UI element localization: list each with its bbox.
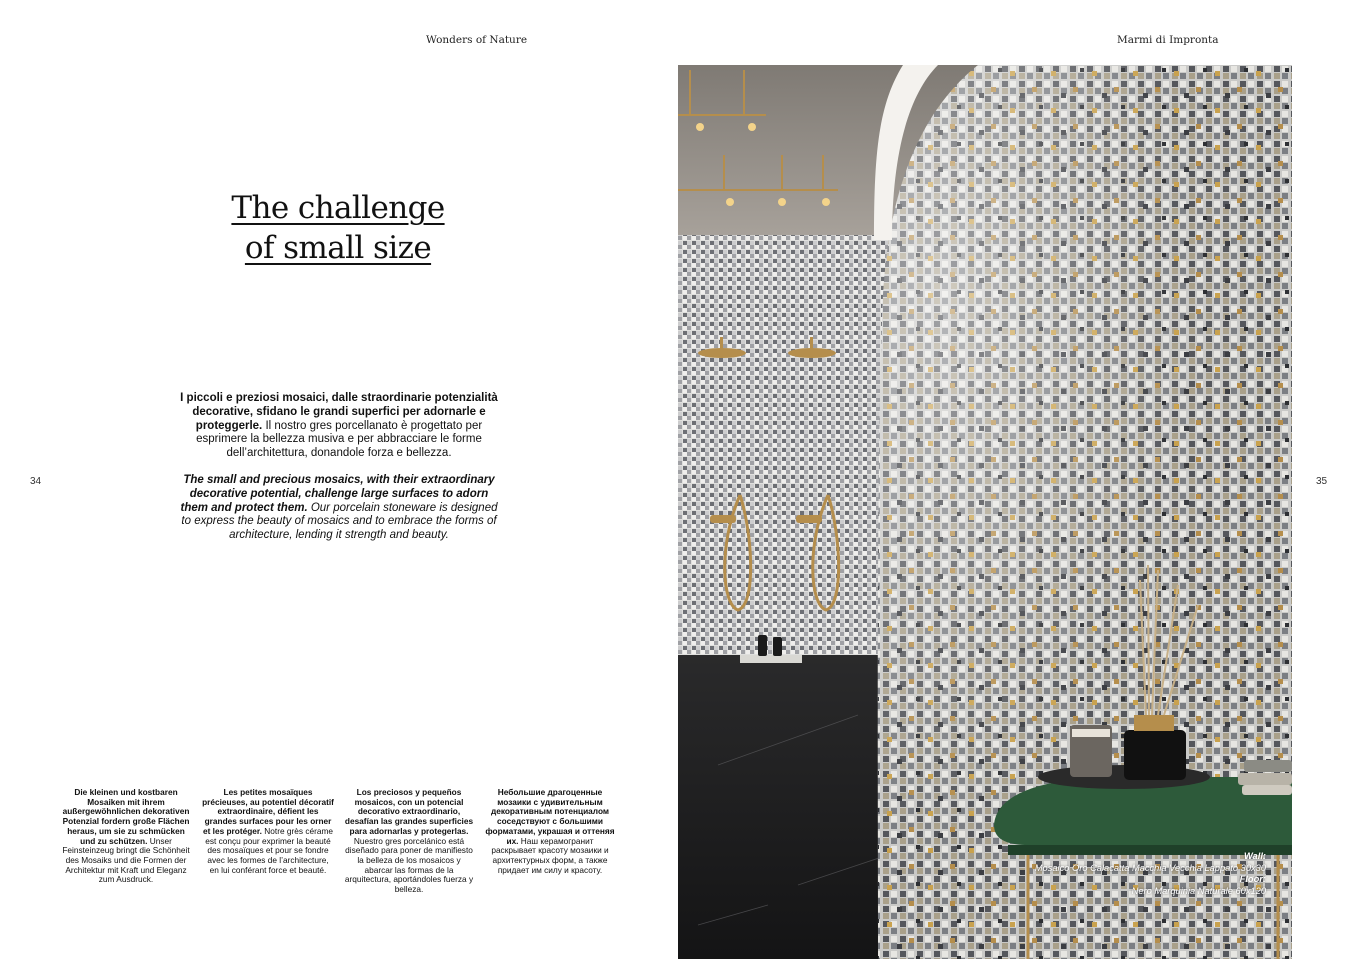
photo-illustration	[678, 65, 1292, 959]
page-number-right: 35	[1316, 476, 1328, 487]
caption-floor-text: Nero Marquinia Naturale 60x120	[1131, 885, 1266, 896]
french-lead: Les petites mosaïques précieuses, au potentiel décoratif extraordinaire, défient les grandes surfaces pour les orner et les protéger.	[202, 787, 334, 836]
intro-english-body: Our porcelain stoneware is designed to express the beauty of mosaics and to embrace the forms of architecture, lending it strength and beauty.	[181, 501, 498, 542]
photo-caption	[946, 851, 1266, 897]
intro-text	[176, 392, 502, 543]
running-header-right: Marmi di Impronta	[1117, 34, 1219, 46]
column-german	[60, 788, 192, 885]
russian-body: Наш керамогранит раскрывает красоту мозаики и архитектурных форм, а также придает им силу и красоту.	[491, 835, 609, 875]
page-number-left: 34	[30, 476, 42, 487]
spanish-lead: Los preciosos y pequeños mosaicos, con un potencial decorativo extraordinario, desafían las grandes superficies para adornarlas y protegerlas.	[344, 787, 474, 836]
french-body: Notre grès cérame est conçu pour exprimer la beauté des mosaïques et pour se fondre avec les formes de l’architecture, en lui conférant force et beauté.	[205, 825, 334, 875]
bathroom-photo	[678, 65, 1292, 959]
intro-italian-body: Il nostro gres porcellanato è progettato per esprimere la bellezza musiva e per abbracciare le forme dell’architettura, donandole forza e bellezza.	[196, 419, 483, 460]
russian-lead: Небольшие драгоценные мозаики с удивительным декоративным потенциалом соседствуют с большими форматами, украшая и оттеняя их.	[485, 787, 615, 846]
column-russian	[484, 788, 616, 875]
caption-wall-text: Mosaico Oro Calacatta Macchia Vecchia Lappato 30x30	[1034, 862, 1266, 873]
caption-floor-label: Floor:	[1239, 874, 1266, 884]
running-header-left: Wonders of Nature	[426, 34, 528, 46]
german-body: Unser Feinsteinzeug bringt die Schönheit des Mosaiks und die Formen der Architektur mit Kraft und Eleganz zum Ausdruck.	[62, 835, 190, 885]
german-lead: Die kleinen und kostbaren Mosaiken mit ihrem außergewöhnlichen dekorativen Potenzial fordern große Flächen heraus, um sie zu schmücken und zu schützen.	[62, 787, 190, 846]
spanish-body: Nuestro gres porcelánico está diseñado para poner de manifiesto la belleza de los mosaicos y abarcar las formas de la arquitectura, aportándoles fuerza y belleza.	[344, 835, 474, 895]
caption-wall-label: Wall:	[1243, 851, 1266, 861]
column-french	[202, 788, 334, 875]
intro-english-lead: The small and precious mosaics, with their extraordinary decorative potential, challenge large surfaces to adorn them and protect them.	[180, 473, 495, 514]
intro-italian	[176, 392, 502, 461]
intro-italian-lead: I piccoli e preziosi mosaici, dalle straordinarie potenzialità decorative, sfidano le grandi superfici per adornarle e proteggerle.	[180, 392, 498, 432]
article-title	[190, 188, 486, 268]
intro-english	[176, 474, 502, 543]
title-line-1: The challenge	[231, 190, 445, 226]
column-spanish	[343, 788, 475, 895]
title-line-2: of small size	[244, 230, 432, 266]
